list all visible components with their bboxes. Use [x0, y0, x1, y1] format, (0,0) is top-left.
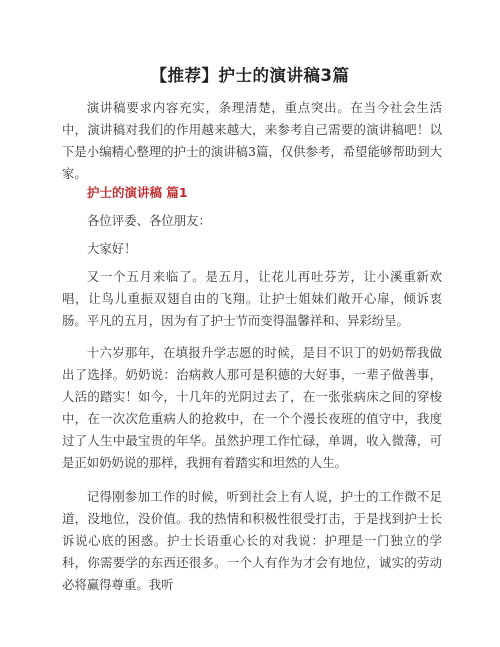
section-heading: 护士的演讲稿 篇1	[87, 185, 188, 200]
document-title: 【推荐】护士的演讲稿3篇	[150, 66, 350, 85]
body-paragraph: 记得刚参加工作的时候，听到社会上有人说，护士的工作微不足道，没地位，没价值。我的热情和积极性很受打击，于是找到护士长诉说心底的困惑。护士长语重心长的对我说：护理是一门独立的学科，你需要学的东西还很多。一个人有作为才会有地位，诚实的劳动必将赢得尊重。我听	[62, 489, 442, 592]
intro-paragraph: 演讲稿要求内容充实，条理清楚，重点突出。在当今社会生活中，演讲稿对我们的作用越来越大，来参考自己需要的演讲稿吧！以下是小编精心整理的护士的演讲稿3篇，仅供参考，希望能够帮助到大家。	[62, 100, 442, 181]
salutation-line: 各位评委、各位朋友：	[87, 213, 211, 228]
body-paragraph: 十六岁那年，在填报升学志愿的时候，是目不识丁的奶奶帮我做出了选择。奶奶说：治病救人那可是积德的大好事，一辈子做善事，人活的踏实！如今，十几年的光阴过去了，在一张张病床之间的穿梭中，在一次次危重病人的抢救中，在一个个漫长夜班的值守中，我度过了人生中最宝贵的年华。虽然护理工作忙碌，单调，收入微薄，可是正如奶奶说的那样，我拥有着踏实和坦然的人生。	[62, 345, 442, 470]
greeting-line: 大家好！	[87, 241, 137, 256]
body-paragraph: 又一个五月来临了。是五月，让花儿再吐芬芳，让小溪重新欢唱，让鸟儿重振双翅自由的飞翔。让护士姐妹们敞开心扉，倾诉衷肠。平凡的五月，因为有了护士节而变得温馨祥和、异彩纷呈。	[62, 269, 442, 328]
